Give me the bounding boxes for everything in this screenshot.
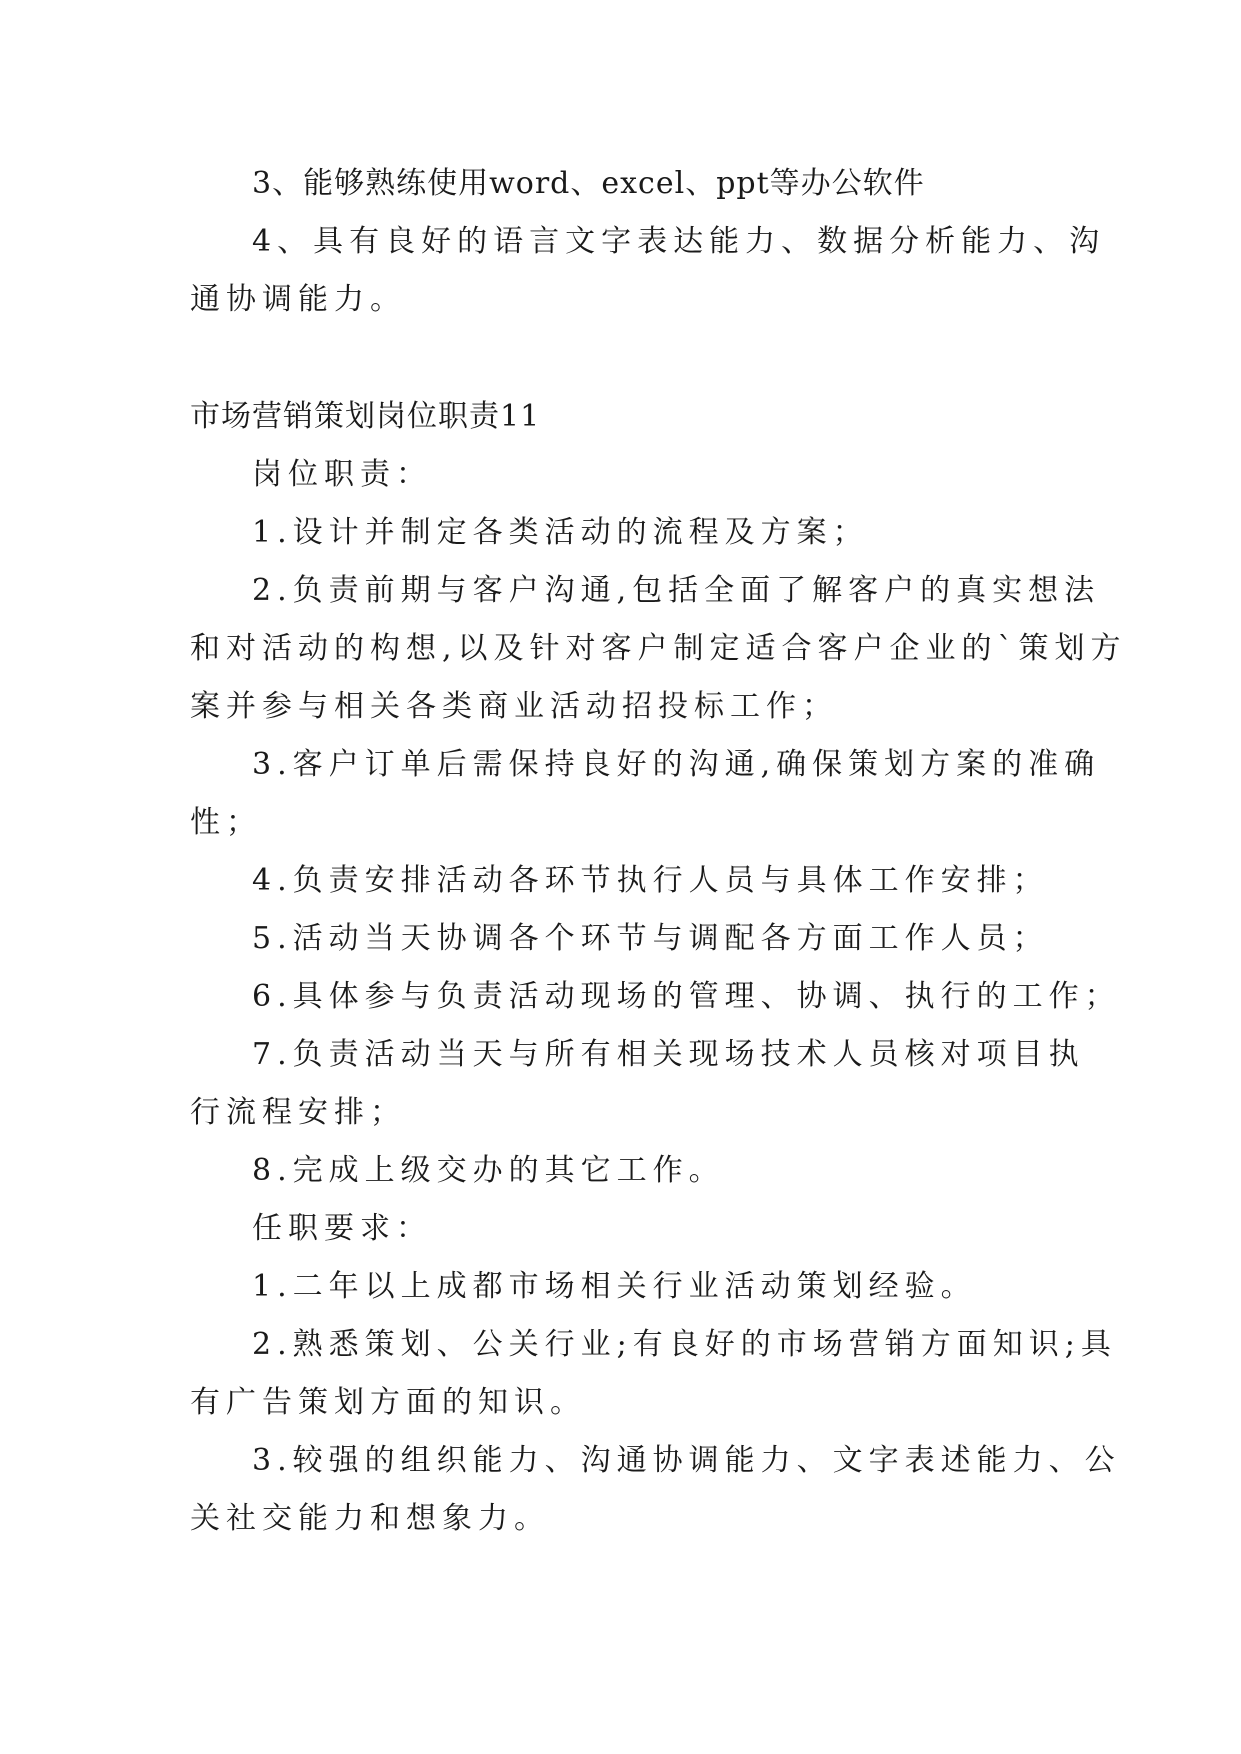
paragraph-line: 行流程安排； <box>190 1095 406 1130</box>
paragraph-line: 4、具有良好的语言文字表达能力、数据分析能力、沟 <box>252 224 1106 259</box>
paragraph-line: 6.具体参与负责活动现场的管理、协调、执行的工作； <box>252 979 1121 1014</box>
paragraph-line: 性； <box>190 805 262 840</box>
paragraph-line: 有广告策划方面的知识。 <box>190 1385 586 1420</box>
section-title: 市场营销策划岗位职责11 <box>190 399 541 434</box>
paragraph-line: 5.活动当天协调各个环节与调配各方面工作人员； <box>252 921 1049 956</box>
paragraph-line: 和对活动的构想,以及针对客户制定适合客户企业的`策划方 <box>190 631 1127 666</box>
paragraph-line: 7.负责活动当天与所有相关现场技术人员核对项目执 <box>252 1037 1085 1072</box>
paragraph-line: 通协调能力。 <box>190 282 406 317</box>
paragraph-line: 2.熟悉策划、公关行业;有良好的市场营销方面知识;具 <box>252 1327 1117 1362</box>
paragraph-line: 3、能够熟练使用word、excel、ppt等办公软件 <box>252 166 925 201</box>
paragraph-line: 1.设计并制定各类活动的流程及方案； <box>252 515 869 550</box>
paragraph-line: 岗位职责： <box>252 457 432 492</box>
paragraph-line: 2.负责前期与客户沟通,包括全面了解客户的真实想法 <box>252 573 1101 608</box>
paragraph-line: 3.较强的组织能力、沟通协调能力、文字表述能力、公 <box>252 1443 1121 1478</box>
paragraph-line: 3.客户订单后需保持良好的沟通,确保策划方案的准确 <box>252 747 1101 782</box>
paragraph-line: 4.负责安排活动各环节执行人员与具体工作安排； <box>252 863 1049 898</box>
paragraph-line: 任职要求： <box>252 1211 432 1246</box>
paragraph-line: 1.二年以上成都市场相关行业活动策划经验。 <box>252 1269 977 1304</box>
paragraph-line: 关社交能力和想象力。 <box>190 1501 550 1536</box>
paragraph-line: 8.完成上级交办的其它工作。 <box>252 1153 725 1188</box>
paragraph-line: 案并参与相关各类商业活动招投标工作； <box>190 689 838 724</box>
